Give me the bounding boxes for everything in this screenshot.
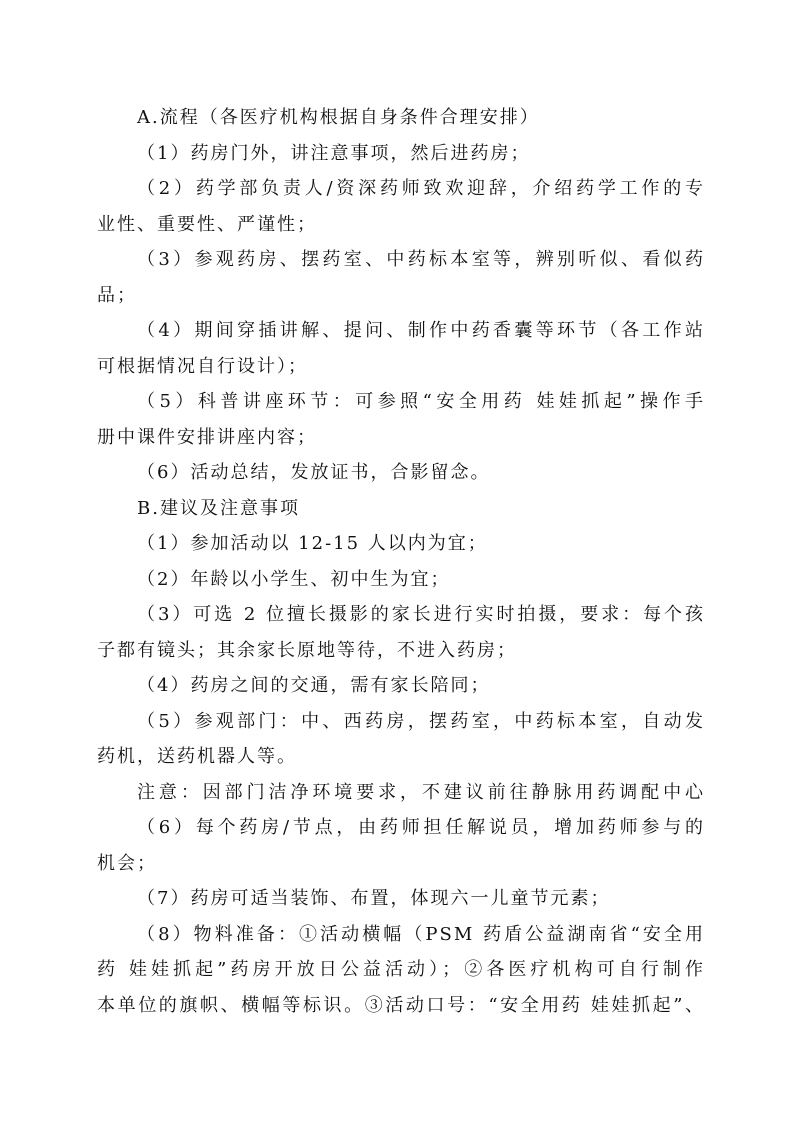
text-line: 本单位的旗帜、横幅等标识。③活动口号：“安全用药 娃娃抓起”、	[97, 994, 705, 1016]
text-line: （2）药学部负责人/资深药师致欢迎辞，介绍药学工作的专	[137, 178, 705, 199]
text-line: （1）药房门外，讲注意事项，然后进药房；	[137, 142, 531, 164]
text-line: （5）参观部门：中、西药房，摆药室，中药标本室，自动发	[137, 710, 705, 732]
text-line: （4）期间穿插讲解、提问、制作中药香囊等环节（各工作站	[137, 320, 705, 341]
document-body	[97, 100, 705, 1023]
text-line: B.建议及注意事项	[137, 497, 300, 519]
text-line: 品；	[97, 284, 137, 306]
text-line: （5）科普讲座环节：可参照“安全用药 娃娃抓起”操作手	[137, 391, 705, 412]
text-line: 药机，送药机器人等。	[97, 746, 297, 767]
text-line: 子都有镜头；其余家长原地等待，不进入药房；	[97, 639, 517, 661]
text-line: 机会；	[97, 852, 157, 874]
text-line: （8）物料准备：①活动横幅（PSM 药盾公益湖南省“安全用	[137, 923, 705, 945]
text-line: 药 娃娃抓起”药房开放日公益活动）；②各医疗机构可自行制作	[97, 959, 705, 980]
text-line: （6）活动总结，发放证书，合影留念。	[137, 462, 491, 483]
text-line: 可根据情况自行设计）；	[97, 355, 308, 377]
text-line: （1）参加活动以 12-15 人以内为宜；	[137, 533, 488, 554]
text-line: A.流程（各医疗机构根据自身条件合理安排）	[137, 107, 540, 128]
text-line: 业性、重要性、严谨性；	[97, 213, 317, 235]
text-line: （3）可选 2 位擅长摄影的家长进行实时拍摄，要求：每个孩	[137, 604, 705, 625]
text-line: （2）年龄以小学生、初中生为宜；	[137, 568, 451, 590]
text-line: （7）药房可适当装饰、布置，体现六一儿童节元素；	[137, 888, 611, 909]
text-line: （6）每个药房/节点，由药师担任解说员，增加药师参与的	[137, 817, 705, 838]
text-line: （3）参观药房、摆药室、中药标本室等，辨别听似、看似药	[137, 249, 705, 270]
text-line: 册中课件安排讲座内容；	[97, 426, 317, 448]
text-line: （4）药房之间的交通，需有家长陪同；	[137, 675, 491, 696]
text-line: 注意：因部门洁净环境要求，不建议前往静脉用药调配中心	[137, 781, 705, 803]
